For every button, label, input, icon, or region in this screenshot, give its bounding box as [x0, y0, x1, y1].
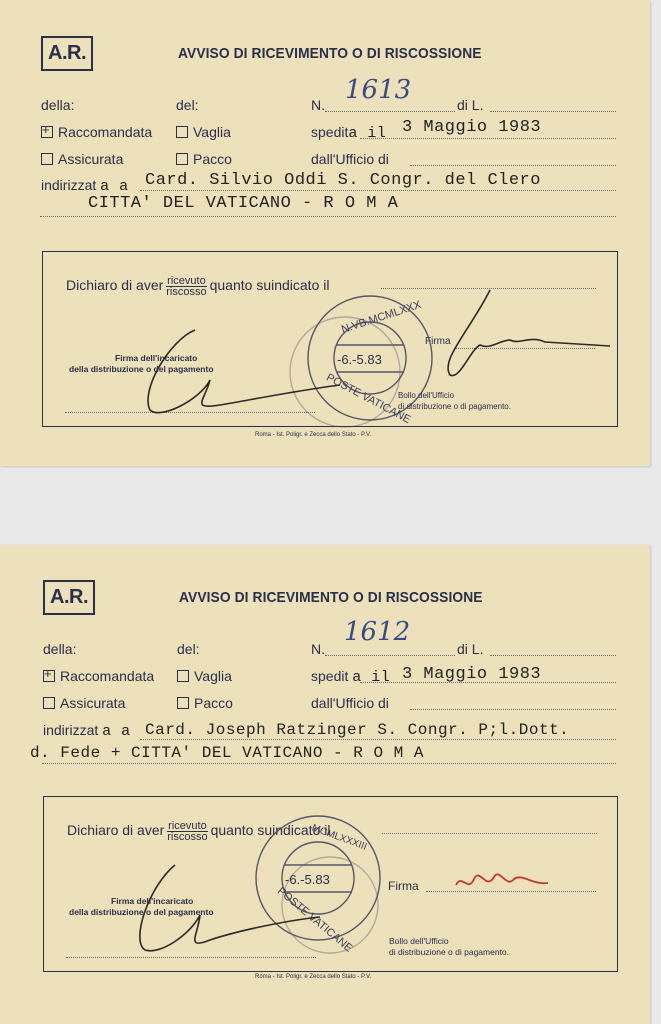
- vaglia-checkbox[interactable]: [177, 670, 189, 682]
- del-label: del:: [177, 641, 200, 657]
- printer-credit: Roma - Ist. Poligr. e Zecca dello Stato - P.V.: [255, 974, 372, 980]
- bollo-label-2: di distribuzione o di pagamento.: [398, 402, 511, 411]
- card-heading: AVVISO DI RICEVIMENTO O DI RISCOSSIONE: [178, 45, 482, 62]
- raccomandata-option[interactable]: +Raccomandata: [41, 124, 152, 140]
- indirizzat-label: indirizzat a a: [43, 722, 131, 740]
- declaration-text: Dichiaro di aver $\frac{\text{ricevuto}}{\text{riscosso}}$ quanto suindicato il: [67, 820, 331, 843]
- vaglia-option[interactable]: Vaglia: [176, 124, 231, 140]
- n-label: N.: [311, 97, 325, 113]
- receipt-declaration-box: [42, 251, 618, 427]
- raccomandata-option[interactable]: +Raccomandata: [43, 668, 154, 684]
- declaration-text: Dichiaro di aver $\frac{\text{ricevuto}}{\text{riscosso}}$ quanto suindicato il: [66, 275, 330, 298]
- spedit-label: spedit a il: [311, 668, 391, 686]
- sent-date: 3 Maggio 1983: [402, 118, 542, 137]
- assicurata-option[interactable]: Assicurata: [41, 151, 123, 167]
- postmark-bottom-text: POSTE VATICANE: [274, 885, 355, 955]
- della-label: della:: [41, 97, 75, 113]
- raccomandata-checkbox[interactable]: [43, 670, 55, 682]
- firma-label: Firma: [425, 336, 451, 347]
- assicurata-checkbox[interactable]: [43, 697, 55, 709]
- ar-label: A.R.: [41, 36, 93, 71]
- receipt-card-1: [0, 0, 650, 466]
- vaglia-option[interactable]: Vaglia: [177, 668, 232, 684]
- address-line-2: CITTA' DEL VATICANO - R O M A: [88, 194, 399, 213]
- ufficio-label: dall'Ufficio di: [311, 695, 389, 711]
- sent-date: 3 Maggio 1983: [402, 665, 542, 684]
- bollo-label-1: Bollo dell'Ufficio: [398, 391, 455, 400]
- pacco-option[interactable]: Pacco: [177, 695, 233, 711]
- receipt-declaration-box: [43, 796, 618, 972]
- incaricato-label-1: Firma dell'incaricato: [115, 353, 198, 363]
- raccomandata-checkbox[interactable]: [41, 126, 53, 138]
- bollo-label-2: di distribuzione o di pagamento.: [389, 947, 510, 957]
- assicurata-option[interactable]: Assicurata: [43, 695, 125, 711]
- n-label: N.: [311, 641, 325, 657]
- di-l-label: di L.: [457, 641, 484, 657]
- postmark-date: -6.-5.83: [337, 352, 382, 367]
- receipt-card-2: [0, 545, 650, 1024]
- address-line-1: Card. Joseph Ratzinger S. Congr. P;l.Dott.: [145, 721, 570, 739]
- incaricato-label-1: Firma dell'incaricato: [111, 896, 194, 906]
- incaricato-label-2: della distribuzione o del pagamento: [69, 364, 214, 374]
- della-label: della:: [43, 641, 77, 657]
- spedit-label: spedita il: [311, 124, 387, 142]
- postmark-top-text: N.VB.MCMLXXX: [339, 298, 423, 336]
- pacco-option[interactable]: Pacco: [176, 151, 232, 167]
- bollo-label-1: Bollo dell'Ufficio: [389, 936, 449, 946]
- handwritten-number: 1612: [344, 617, 411, 647]
- assicurata-checkbox[interactable]: [41, 153, 53, 165]
- indirizzat-label: indirizzat a a: [41, 177, 129, 195]
- address-line-1: Card. Silvio Oddi S. Congr. del Clero: [145, 171, 541, 190]
- handwritten-number: 1613: [345, 75, 412, 105]
- incaricato-label-2: della distribuzione o del pagamento: [69, 907, 214, 917]
- ar-label: A.R.: [43, 580, 95, 615]
- vaglia-checkbox[interactable]: [176, 126, 188, 138]
- firma-label: Firma: [388, 879, 419, 893]
- pacco-checkbox[interactable]: [176, 153, 188, 165]
- address-line-2: d. Fede + CITTA' DEL VATICANO - R O M A: [30, 744, 424, 762]
- postmark-top-text: MCMLXXXIII: [310, 822, 369, 853]
- del-label: del:: [176, 97, 199, 113]
- card-heading: AVVISO DI RICEVIMENTO O DI RISCOSSIONE: [179, 589, 483, 606]
- postmark-bottom-text: POSTE VATICANE: [324, 371, 413, 427]
- printer-credit: Roma - Ist. Poligr. e Zecca dello Stato - P.V.: [255, 432, 372, 438]
- ufficio-label: dall'Ufficio di: [311, 151, 389, 167]
- postmark-date: -6.-5.83: [285, 872, 330, 887]
- pacco-checkbox[interactable]: [177, 697, 189, 709]
- di-l-label: di L.: [457, 97, 484, 113]
